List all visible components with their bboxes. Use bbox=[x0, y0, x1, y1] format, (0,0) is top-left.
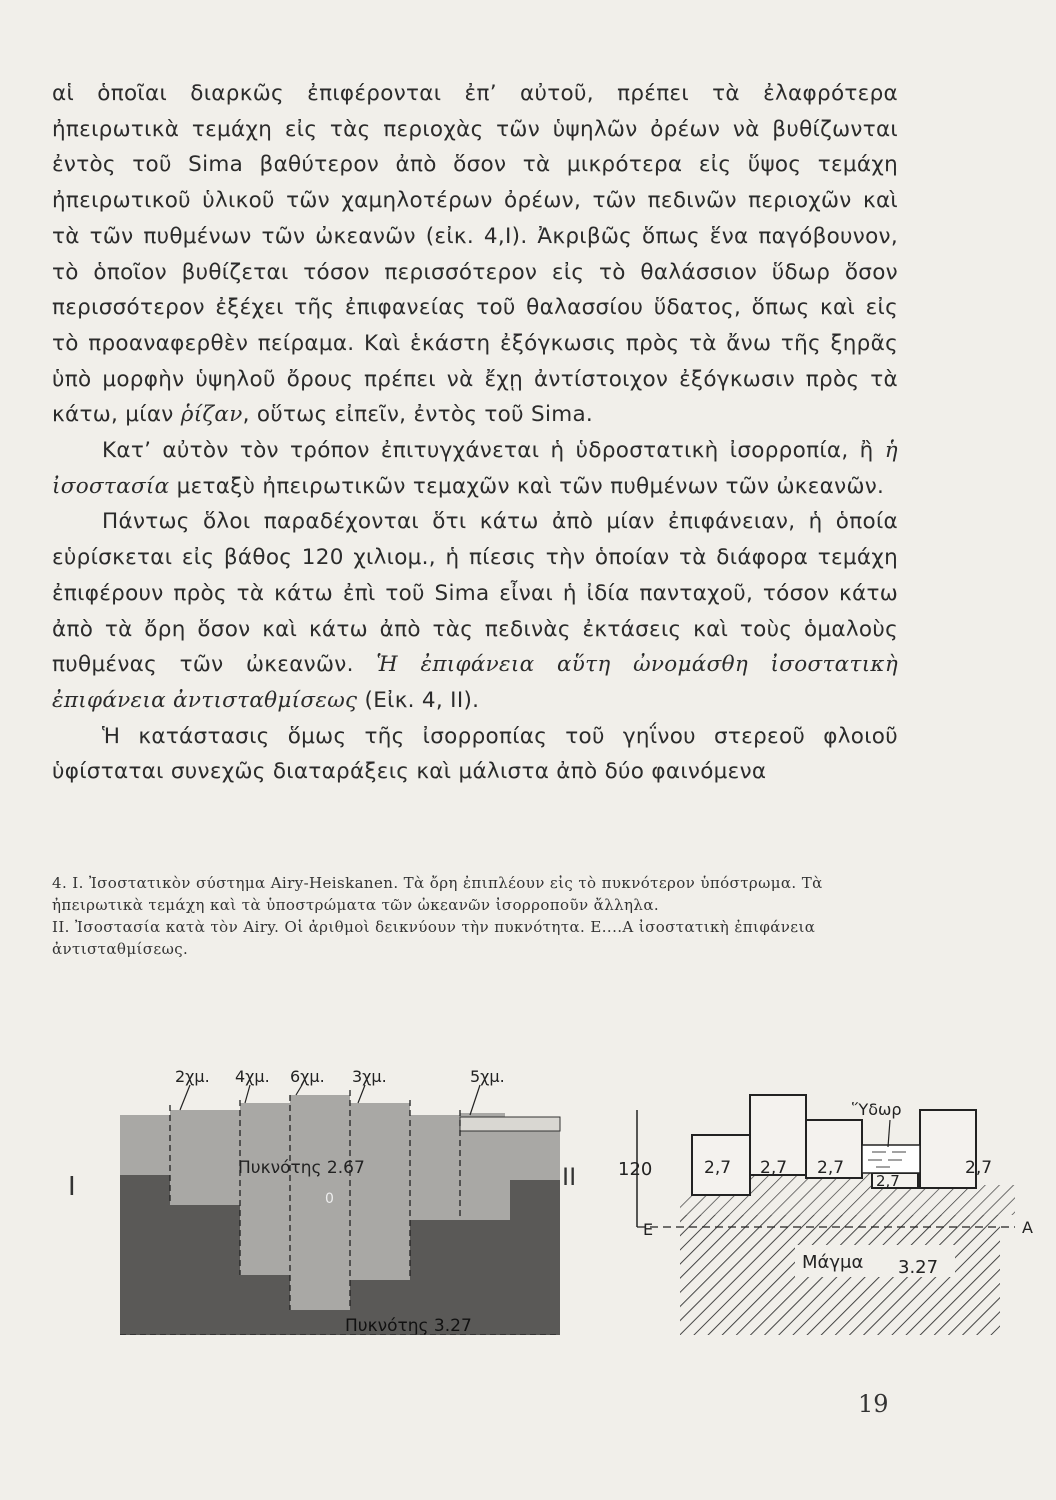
water-leader bbox=[888, 1120, 890, 1147]
paragraph-2-text: Κατ’ αὐτὸν τὸν τρόπον ἐπιτυγχάνεται ἡ ὑδροστατικὴ ἰσορροπία, ἢ bbox=[102, 438, 874, 464]
figure-2-roman: II bbox=[562, 1163, 577, 1191]
column-1-density: 2,7 bbox=[704, 1158, 732, 1178]
paragraph-3-text: Πάντως ὅλοι παραδέχονται ὅτι κάτω ἀπὸ μίαν ἐπιφάνειαν, ἡ ὁποία εὑρίσκεται εἰς βάθος 120 χιλιομ., ἡ πίεσις τὴν ὁποίαν τὰ διάφορα τεμάχη ἐπιφέρουν πρὸς τὰ κάτω ἐπὶ τοῦ Sima εἶναι ἡ ἰδία πανταχοῦ, τόσον κάτω ἀπὸ τὰ ὄρη ὅσον καὶ κάτω ἀπὸ τὰς πεδινὰς ἐκτάσεις καὶ τοὺς ὁμαλοὺς πυθμένας τῶν ὠκεανῶν. bbox=[52, 509, 898, 678]
airy-diagram bbox=[562, 1095, 1033, 1335]
isostasy-figure bbox=[40, 1055, 1040, 1335]
crust-density-label: Πυκνότης 2.67 bbox=[238, 1158, 365, 1178]
height-label-3km: 3χμ. bbox=[352, 1067, 387, 1086]
magma-density: 3.27 bbox=[898, 1257, 939, 1278]
magma-label: Μάγμα bbox=[802, 1252, 864, 1273]
paragraph-2 bbox=[52, 433, 898, 504]
paragraph-1-text: αἱ ὁποῖαι διαρκῶς ἐπιφέρονται ἐπ’ αὐτοῦ, πρέπει τὰ ἐλαφρότερα ἠπειρωτικὰ τεμάχη εἰς τὰς περιοχὰς τῶν ὑψηλῶν ὀρέων νὰ βυθίζωνται ἐντὸς τοῦ Sima βαθύτερον ἀπὸ ὅσον τὰ μικρότερα εἰς ὕψος τεμάχη ἠπειρωτικοῦ ὑλικοῦ τῶν χαμηλοτέρων ὀρέων, τῶν πεδινῶν περιοχῶν καὶ τὰ τῶν πυθμένων τῶν ὠκεανῶν (εἰκ. 4,I). Ἀκριβῶς ὅπως ἕνα παγόβουνον, τὸ ὁποῖον βυθίζεται τόσον περισσότερον εἰς τὸ θαλάσσιον ὕδωρ ὅσον περισσότερον ἐξέχει τῆς ἐπιφανείας τοῦ θαλασσίου ὕδατος, ὅπως καὶ εἰς τὸ προαναφερθὲν πείραμα. Καὶ ἑκάστη ἐξόγκωσις πρὸς τὰ ἄνω τῆς ξηρᾶς ὑπὸ μορφὴν ὑψηλοῦ ὄρους πρέπει νὰ ἔχῃ ἀντίστοιχον ἐξόγκωσιν πρὸς τὰ κάτω, μίαν bbox=[52, 81, 898, 428]
column-5-density: 2,7 bbox=[965, 1158, 993, 1178]
e-label: E bbox=[643, 1220, 654, 1239]
column-2-density: 2,7 bbox=[760, 1158, 788, 1178]
depth-label: 120 bbox=[618, 1159, 653, 1180]
figure-1-roman: I bbox=[68, 1172, 76, 1202]
zero-mark: 0 bbox=[325, 1191, 334, 1207]
caption-line-2: II. Ἰσοστασία κατὰ τὸν Airy. Οἱ ἀριθμοὶ δεικνύουν τὴν πυκνότητα. E....A ἰσοστατικὴ ἐπιφάνεια ἀντισταθμίσεως. bbox=[52, 918, 816, 958]
column-4-density: 2,7 bbox=[876, 1172, 900, 1190]
body-text bbox=[52, 76, 898, 790]
height-label-4km: 4χμ. bbox=[235, 1067, 270, 1086]
paragraph-2-end: μεταξὺ ἠπειρωτικῶν τεμαχῶν καὶ τῶν πυθμένων τῶν ὠκεανῶν. bbox=[176, 473, 885, 499]
figure-caption bbox=[52, 872, 902, 960]
water-label: Ὕδωρ bbox=[852, 1100, 902, 1119]
paragraph-2-italic: ἡ ἰσοστασία bbox=[52, 438, 898, 499]
paragraph-3-italic: Ἡ ἐπιφάνεια αὕτη ὠνομάσθη ἰσοστατικὴ ἐπιφάνεια ἀντισταθμίσεως bbox=[52, 652, 899, 713]
mantle-density-label: Πυκνότης 3.27 bbox=[345, 1316, 472, 1335]
height-label-5km: 5χμ. bbox=[470, 1067, 505, 1086]
paragraph-1-end: , οὕτως εἰπεῖν, ἐντὸς τοῦ Sima. bbox=[242, 402, 594, 428]
paragraph-1-italic: ῥίζαν bbox=[180, 402, 243, 428]
ocean-water bbox=[460, 1117, 560, 1131]
airy-heiskanen-diagram bbox=[68, 1067, 560, 1335]
a-label: A bbox=[1022, 1218, 1033, 1237]
caption-line-1: 4. I. Ἰσοστατικὸν σύστημα Airy-Heiskanen. Τὰ ὄρη ἐπιπλέουν εἰς τὸ πυκνότερον ὑπόστρωμα. Τὰ ἠπειρωτικὰ τεμάχη καὶ τὰ ὑποστρώματα τῶν ὠκεανῶν ἰσορροποῦν ἄλληλα. bbox=[52, 874, 823, 914]
paragraph-1 bbox=[52, 76, 898, 433]
isostasy-diagram bbox=[40, 1055, 1040, 1335]
paragraph-4: Ἡ κατάστασις ὅμως τῆς ἰσορροπίας τοῦ γηΐνου στερεοῦ φλοιοῦ ὑφίσταται συνεχῶς διαταράξεις καὶ μάλιστα ἀπὸ δύο φαινόμενα bbox=[52, 723, 898, 785]
paragraph-3 bbox=[52, 504, 898, 718]
column-3-density: 2,7 bbox=[817, 1158, 845, 1178]
page-number: 19 bbox=[858, 1390, 889, 1418]
paragraph-3-end: (Εἰκ. 4, II). bbox=[364, 687, 480, 713]
water-body bbox=[862, 1145, 920, 1173]
height-label-6km: 6χμ. bbox=[290, 1067, 325, 1086]
height-label-2km: 2χμ. bbox=[175, 1067, 210, 1086]
